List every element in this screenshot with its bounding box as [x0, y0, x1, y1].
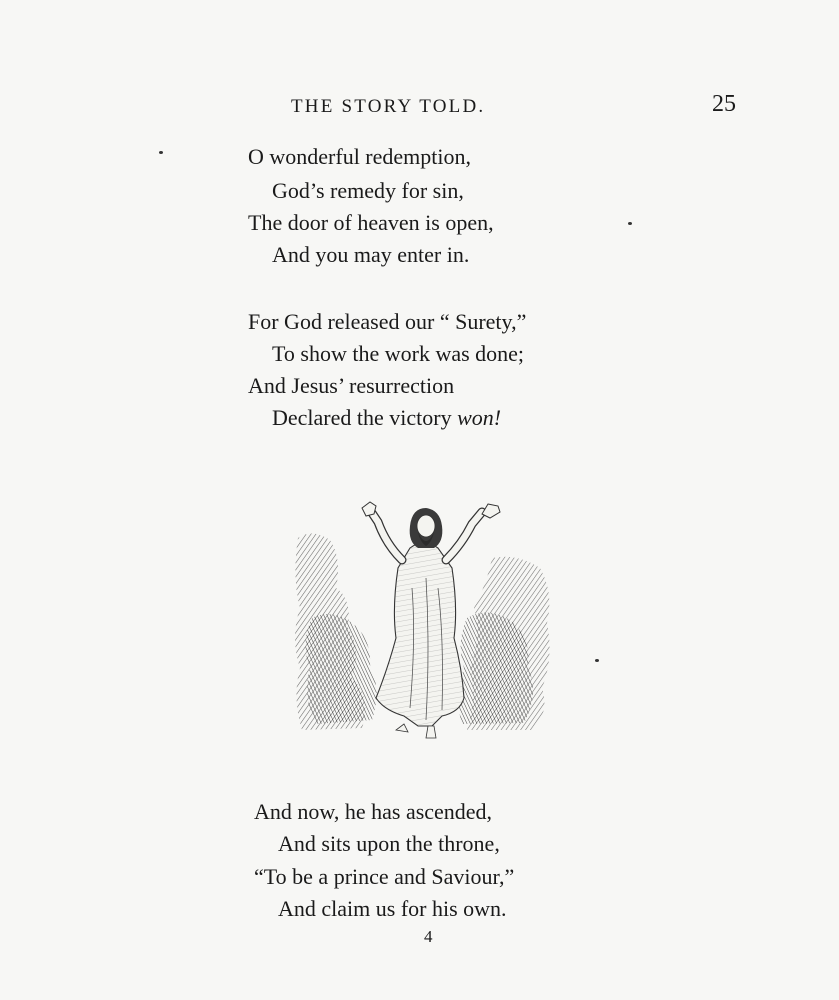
- poem-line: To show the work was done;: [272, 341, 525, 366]
- poem-line: And Jesus’ resurrection: [248, 373, 455, 398]
- poem-line: For God released our “ Surety,”: [248, 309, 527, 334]
- poem-line: O wonderful redemption,: [248, 144, 471, 169]
- poem-line: And claim us for his own.: [278, 896, 507, 921]
- signature-mark: 4: [424, 927, 433, 946]
- running-title: THE STORY TOLD.: [291, 96, 486, 117]
- ink-speck: [628, 222, 632, 225]
- ink-speck: [595, 659, 599, 662]
- poem-line: [272, 407, 501, 429]
- poem-line: And you may enter in.: [272, 242, 470, 267]
- ink-speck: [159, 151, 163, 154]
- engraving-illustration: [292, 498, 554, 744]
- poem-line: God’s remedy for sin,: [272, 178, 464, 203]
- page-number: 25: [712, 91, 736, 117]
- poem-line: And now, he has ascended,: [254, 799, 493, 824]
- poem-line: And sits upon the throne,: [278, 831, 500, 856]
- poem-line: The door of heaven is open,: [248, 210, 494, 235]
- poem-line-text: Declared the victory: [272, 405, 458, 430]
- emphasis-word: won!: [457, 405, 502, 430]
- poem-line: “To be a prince and Saviour,”: [254, 864, 515, 889]
